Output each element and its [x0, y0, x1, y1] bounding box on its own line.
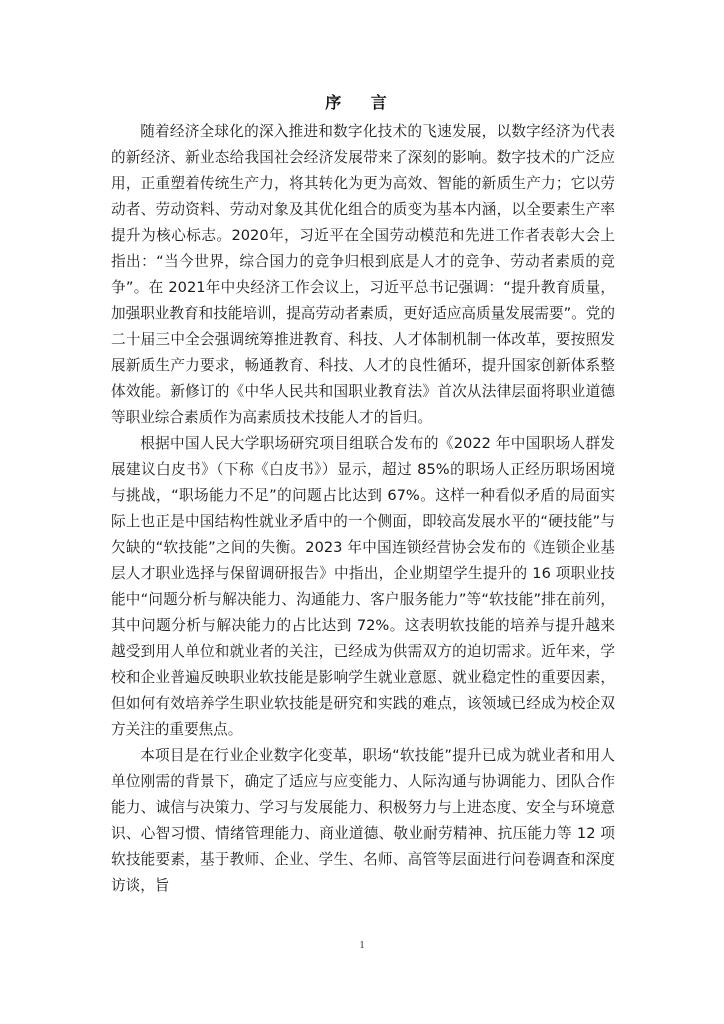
page-title: 序 言: [325, 93, 399, 112]
page-number: 1: [359, 939, 365, 951]
paragraph-2: 根据中国人民大学职场研究项目组联合发布的《2022 年中国职场人群发展建议白皮书》（下称《白皮书》）显示，超过 85%的职场人正经历职场困境与挑战，“职场能力不足”的问题占比达到 67%。这样一种看似矛盾的局面实际上也正是中国结构性就业矛盾中的一个侧面，即较高发展水平的“硬技能”与欠缺的“软技能”之间的失衡。2023 年中国连锁经营协会发布的《连锁企业基层人才职业选择与保留调研报告》中指出，企业期望学生提升的 16 项职业技能中“问题分析与解决能力、沟通能力、客户服务能力”等“软技能”排在前列，其中问题分析与解决能力的占比达到 72%。这表明软技能的培养与提升越来越受到用人单位和就业者的关注，已经成为供需双方的迫切需求。近年来，学校和企业普遍反映职业软技能是影响学生就业意愿、就业稳定性的重要因素，但如何有效培养学生职业软技能是研究和实践的难点，该领域已经成为校企双方关注的重要焦点。: [111, 435, 615, 738]
body-text: [111, 119, 615, 899]
paragraph-1: 随着经济全球化的深入推进和数字化技术的飞速发展，以数字经济为代表的新经济、新业态给我国社会经济发展带来了深刻的影响。数字技术的广泛应用，正重塑着传统生产力，将其转化为更为高效、智能的新质生产力；它以劳动者、劳动资料、劳动对象及其优化组合的质变为基本内涵，以全要素生产率提升为核心标志。2020年，习近平在全国劳动模范和先进工作者表彰大会上指出：“当今世界，综合国力的竞争归根到底是人才的竞争、劳动者素质的竞争”。在 2021年中央经济工作会议上，习近平总书记强调：“提升教育质量，加强职业教育和技能培训，提高劳动者素质，更好适应高质量发展需要”。党的二十届三中全会强调统筹推进教育、科技、人才体制机制一体改革，要按照发展新质生产力要求，畅通教育、科技、人才的良性循环，提升国家创新体系整体效能。新修订的《中华人民共和国职业教育法》首次从法律层面将职业道德等职业综合素质作为高素质技术技能人才的旨归。: [111, 123, 615, 426]
paragraph-3: 本项目是在行业企业数字化变革，职场“软技能”提升已成为就业者和用人单位刚需的背景下，确定了适应与应变能力、人际沟通与协调能力、团队合作能力、诚信与决策力、学习与发展能力、积极努力与上进态度、安全与环境意识、心智习惯、情绪管理能力、商业道德、敬业耐劳精神、抗压能力等 12 项软技能要素，基于教师、企业、学生、名师、高管等层面进行问卷调查和深度访谈，旨: [111, 747, 615, 894]
